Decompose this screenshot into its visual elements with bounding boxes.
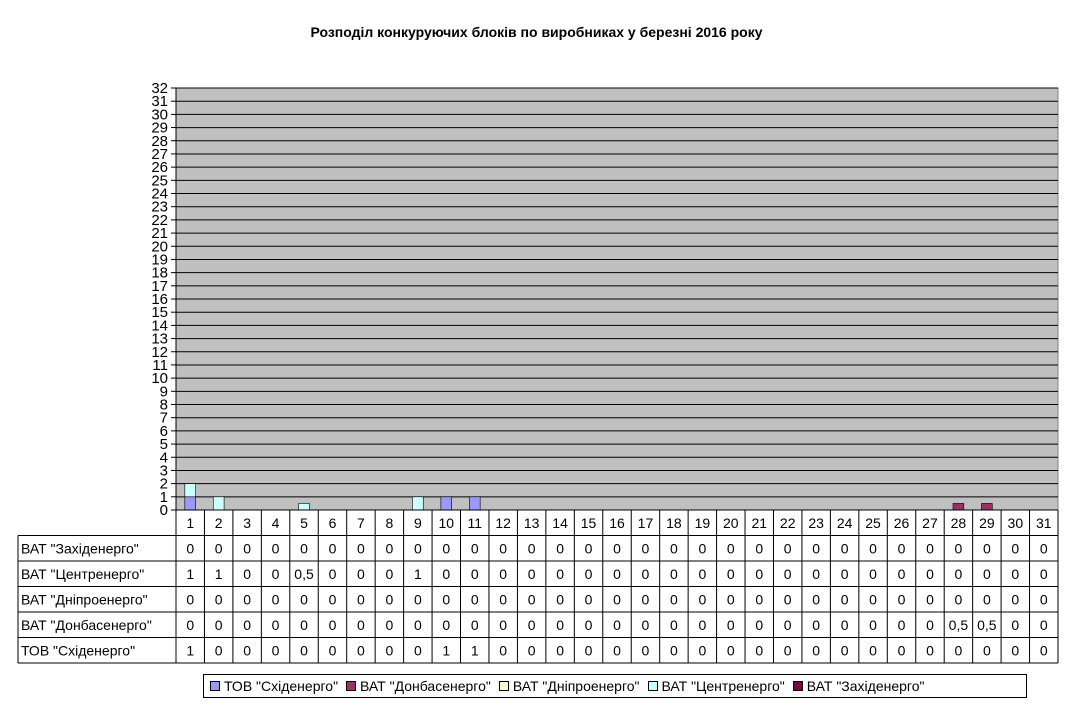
y-tick-label: 9 [159, 383, 168, 401]
data-label: 0 [186, 540, 195, 557]
data-label: 0 [670, 591, 678, 608]
data-label: 0 [442, 616, 451, 633]
data-label: 0 [328, 616, 337, 633]
series-row-label: ВАТ "Дніпроенерго" [21, 591, 148, 608]
data-label: 0 [300, 642, 308, 659]
category-label: 19 [694, 514, 711, 531]
series-row-label: ВАТ "Західенерго" [21, 540, 139, 557]
data-label: 0 [271, 540, 280, 557]
data-label: 0 [613, 642, 621, 659]
data-label: 0 [670, 616, 678, 633]
category-label: 3 [243, 514, 252, 531]
data-label: 0 [812, 591, 821, 608]
data-label: 0 [470, 540, 479, 557]
data-label: 0 [556, 540, 564, 557]
bar [213, 497, 224, 510]
data-label: 0 [897, 540, 906, 557]
data-label: 0 [186, 591, 195, 608]
data-label: 0 [527, 642, 536, 659]
data-label: 0 [840, 565, 849, 582]
data-label: 0 [613, 591, 621, 608]
y-tick-label: 5 [159, 436, 168, 454]
y-tick-label: 4 [159, 449, 168, 467]
data-label: 0 [1011, 616, 1020, 633]
data-label: 0 [499, 565, 508, 582]
data-label: 0 [726, 565, 735, 582]
y-tick-label: 6 [159, 422, 168, 440]
data-label: 0 [726, 616, 735, 633]
data-label: 0 [869, 642, 877, 659]
data-label: 0 [470, 616, 479, 633]
category-label: 24 [836, 514, 853, 531]
data-label: 0,5 [977, 616, 997, 633]
legend-label: ВАТ "Західенерго" [806, 678, 925, 694]
y-tick-label: 27 [151, 145, 168, 163]
data-label: 0 [726, 591, 735, 608]
category-label: 30 [1007, 514, 1024, 531]
legend-item [793, 678, 925, 694]
chart-title: Розподіл конкуруючих блоків по виробниках у березні 2016 року [310, 24, 763, 40]
data-label: 0 [1039, 616, 1048, 633]
y-tick-label: 2 [159, 475, 168, 493]
bar [185, 497, 196, 510]
data-label: 0 [641, 642, 650, 659]
data-label: 0 [869, 616, 877, 633]
category-label: 2 [214, 514, 223, 531]
data-label: 0 [1011, 565, 1020, 582]
category-label: 23 [808, 514, 824, 531]
category-label: 20 [723, 514, 739, 531]
data-label: 0 [300, 540, 308, 557]
data-label: 0 [385, 642, 394, 659]
category-label: 7 [357, 514, 365, 531]
data-label: 0 [470, 591, 479, 608]
data-label: 0 [527, 565, 536, 582]
data-label: 0 [413, 591, 422, 608]
data-label: 0 [926, 540, 934, 557]
data-label: 0 [954, 642, 963, 659]
data-label: 0 [982, 565, 991, 582]
data-label: 1 [413, 565, 422, 582]
data-label: 0 [982, 540, 991, 557]
data-label: 0 [982, 642, 991, 659]
category-label: 10 [438, 514, 455, 531]
series-row-label: ВАТ "Центренерго" [21, 565, 145, 582]
category-label: 14 [552, 514, 568, 531]
category-label: 6 [328, 514, 337, 531]
data-label: 0 [556, 591, 564, 608]
data-label: 0 [897, 591, 906, 608]
data-label: 0 [840, 642, 849, 659]
data-label: 0 [1039, 591, 1048, 608]
y-tick-label: 25 [151, 172, 168, 190]
data-label: 0 [840, 540, 849, 557]
data-label: 0,5 [948, 616, 969, 633]
y-tick-label: 29 [151, 119, 168, 137]
data-label: 0 [385, 616, 394, 633]
data-label: 0 [869, 540, 877, 557]
data-label: 0 [328, 565, 337, 582]
data-label: 0 [726, 540, 735, 557]
y-tick-label: 32 [151, 80, 168, 97]
category-label: 28 [950, 514, 967, 531]
data-label: 0 [243, 540, 252, 557]
data-label: 0 [755, 540, 764, 557]
data-label: 0 [413, 540, 422, 557]
category-label: 9 [413, 514, 422, 531]
category-label: 17 [637, 514, 654, 531]
data-label: 0 [328, 642, 337, 659]
data-label: 0 [698, 616, 707, 633]
data-label: 0 [812, 616, 821, 633]
data-label: 0 [271, 591, 280, 608]
data-label: 0 [926, 642, 934, 659]
data-label: 0 [954, 591, 963, 608]
y-tick-label: 19 [151, 251, 168, 269]
y-tick-label: 18 [151, 264, 168, 282]
legend-label: ТОВ "Східенерго" [224, 678, 339, 694]
data-label: 0 [1011, 540, 1020, 557]
data-label: 0 [214, 642, 223, 659]
data-label: 0 [357, 616, 365, 633]
category-label: 25 [865, 514, 881, 531]
legend-swatch [499, 681, 509, 691]
data-label: 0 [783, 540, 792, 557]
data-label: 0 [328, 591, 337, 608]
data-label: 0 [584, 642, 593, 659]
data-label: 0 [413, 642, 422, 659]
bar [412, 497, 423, 510]
y-tick-label: 26 [151, 159, 168, 177]
data-label: 0 [840, 591, 849, 608]
data-label: 0 [214, 616, 223, 633]
data-label: 0 [1039, 565, 1048, 582]
data-label: 0 [243, 642, 252, 659]
data-label: 0 [243, 565, 252, 582]
category-label: 22 [779, 514, 796, 531]
data-label: 0 [584, 616, 593, 633]
data-label: 0 [300, 616, 308, 633]
data-label: 0 [812, 565, 821, 582]
data-label: 0 [214, 591, 223, 608]
category-label: 12 [495, 514, 511, 531]
legend-label: ВАТ "Центренерго" [661, 678, 785, 694]
data-label: 0 [357, 565, 365, 582]
data-label: 0 [385, 591, 394, 608]
data-label: 0 [499, 616, 508, 633]
data-label: 0 [1011, 642, 1020, 659]
legend-swatch [346, 681, 356, 691]
legend [203, 674, 1027, 698]
y-tick-label: 16 [151, 291, 168, 308]
data-label: 0 [499, 642, 508, 659]
data-label: 0 [812, 540, 821, 557]
data-label: 0 [1011, 591, 1020, 608]
data-label: 0 [328, 540, 337, 557]
data-label: 0 [698, 565, 707, 582]
data-label: 0 [755, 616, 764, 633]
data-label: 0 [527, 591, 536, 608]
legend-item [210, 678, 338, 694]
legend-swatch [210, 681, 220, 691]
data-label: 0 [926, 591, 934, 608]
data-label: 0 [755, 565, 764, 582]
data-label: 0 [641, 591, 650, 608]
category-label: 31 [1035, 514, 1052, 531]
data-label: 0 [556, 616, 564, 633]
bar [469, 497, 480, 510]
data-label: 0 [897, 565, 906, 582]
category-label: 15 [580, 514, 597, 531]
y-tick-label: 10 [151, 370, 168, 388]
data-label: 0 [698, 591, 707, 608]
y-tick-label: 0 [159, 502, 168, 519]
data-label: 0 [527, 616, 536, 633]
category-label: 8 [385, 514, 394, 531]
data-label: 0 [556, 642, 564, 659]
data-label: 0 [357, 642, 365, 659]
data-label: 0 [840, 616, 849, 633]
data-label: 0 [783, 616, 792, 633]
y-tick-label: 11 [152, 356, 168, 374]
data-label: 0 [300, 591, 308, 608]
data-label: 0 [783, 591, 792, 608]
data-label: 0 [783, 642, 792, 659]
data-label: 0 [243, 616, 252, 633]
y-tick-label: 24 [151, 185, 168, 203]
data-label: 0 [271, 616, 280, 633]
y-tick-label: 12 [151, 343, 168, 361]
data-label: 0 [271, 642, 280, 659]
legend-item [499, 678, 640, 694]
data-label: 0 [385, 565, 394, 582]
data-label: 0 [442, 591, 451, 608]
legend-swatch [648, 681, 658, 691]
data-label: 0 [214, 540, 223, 557]
data-label: 0 [641, 565, 650, 582]
y-tick-label: 21 [151, 225, 168, 243]
y-tick-label: 3 [159, 462, 168, 480]
data-label: 0 [357, 540, 365, 557]
data-label: 0 [357, 591, 365, 608]
legend-swatch [793, 681, 803, 691]
legend-item [346, 678, 491, 694]
data-label: 0 [641, 616, 650, 633]
data-label: 0 [613, 540, 621, 557]
data-label: 1 [214, 565, 223, 582]
category-label: 5 [300, 514, 308, 531]
data-label: 0 [954, 565, 963, 582]
data-label: 0 [698, 642, 707, 659]
category-label: 21 [751, 514, 768, 531]
y-tick-label: 1 [159, 488, 168, 506]
data-label: 0 [670, 565, 678, 582]
data-label: 0 [584, 591, 593, 608]
category-label: 29 [979, 514, 995, 531]
data-label: 0 [470, 565, 479, 582]
y-tick-label: 31 [151, 93, 168, 111]
data-label: 0 [527, 540, 536, 557]
data-label: 1 [186, 565, 195, 582]
data-label: 0 [670, 540, 678, 557]
category-label: 1 [186, 514, 195, 531]
data-label: 0 [499, 540, 508, 557]
data-label: 0 [613, 616, 621, 633]
category-label: 11 [467, 514, 483, 531]
data-label: 0 [413, 616, 422, 633]
y-tick-label: 23 [151, 198, 168, 216]
data-label: 0 [271, 565, 280, 582]
data-label: 0 [385, 540, 394, 557]
data-label: 0 [869, 591, 877, 608]
legend-label: ВАТ "Дніпроенерго" [512, 678, 640, 694]
y-tick-label: 14 [151, 317, 168, 335]
bar [299, 503, 310, 510]
data-label: 0 [584, 565, 593, 582]
data-label: 0 [186, 616, 195, 633]
data-label: 0 [982, 591, 991, 608]
y-tick-label: 20 [151, 238, 168, 256]
bar [441, 497, 452, 510]
data-label: 0 [812, 642, 821, 659]
data-label: 0 [670, 642, 678, 659]
data-label: 0 [926, 616, 934, 633]
category-label: 27 [922, 514, 938, 531]
data-label: 0 [556, 565, 564, 582]
y-tick-label: 22 [151, 211, 168, 229]
data-label: 0 [755, 591, 764, 608]
category-label: 26 [893, 514, 910, 531]
data-label: 0,5 [294, 565, 314, 582]
data-label: 0 [1039, 642, 1048, 659]
legend-item [648, 678, 785, 694]
data-label: 1 [442, 642, 451, 659]
data-label: 0 [243, 591, 252, 608]
bar [185, 484, 196, 497]
data-label: 0 [641, 540, 650, 557]
data-label: 0 [954, 540, 963, 557]
data-label: 1 [470, 642, 479, 659]
y-tick-label: 30 [151, 106, 168, 124]
data-label: 0 [897, 642, 906, 659]
bar [981, 503, 992, 510]
bar [953, 503, 964, 510]
category-label: 16 [609, 514, 625, 531]
series-row-label: ВАТ "Донбасенерго" [21, 616, 152, 633]
data-label: 0 [442, 540, 451, 557]
y-tick-label: 13 [151, 330, 168, 348]
category-label: 13 [523, 514, 540, 531]
data-label: 0 [584, 540, 593, 557]
y-tick-label: 8 [159, 396, 168, 414]
data-label: 0 [499, 591, 508, 608]
y-tick-label: 15 [151, 304, 168, 322]
y-tick-label: 7 [159, 409, 168, 427]
data-label: 0 [897, 616, 906, 633]
category-label: 18 [666, 514, 682, 531]
data-label: 0 [613, 565, 621, 582]
series-row-label: ТОВ "Східенерго" [21, 642, 136, 659]
category-label: 4 [271, 514, 280, 531]
data-label: 0 [755, 642, 764, 659]
data-label: 0 [698, 540, 707, 557]
data-label: 0 [1039, 540, 1048, 557]
data-label: 0 [783, 565, 792, 582]
data-label: 0 [926, 565, 934, 582]
y-tick-label: 28 [151, 132, 168, 150]
data-label: 0 [442, 565, 451, 582]
legend-label: ВАТ "Донбасенерго" [360, 678, 491, 694]
y-tick-label: 17 [151, 277, 168, 295]
data-label: 0 [869, 565, 877, 582]
data-label: 0 [726, 642, 735, 659]
data-label: 1 [186, 642, 195, 659]
